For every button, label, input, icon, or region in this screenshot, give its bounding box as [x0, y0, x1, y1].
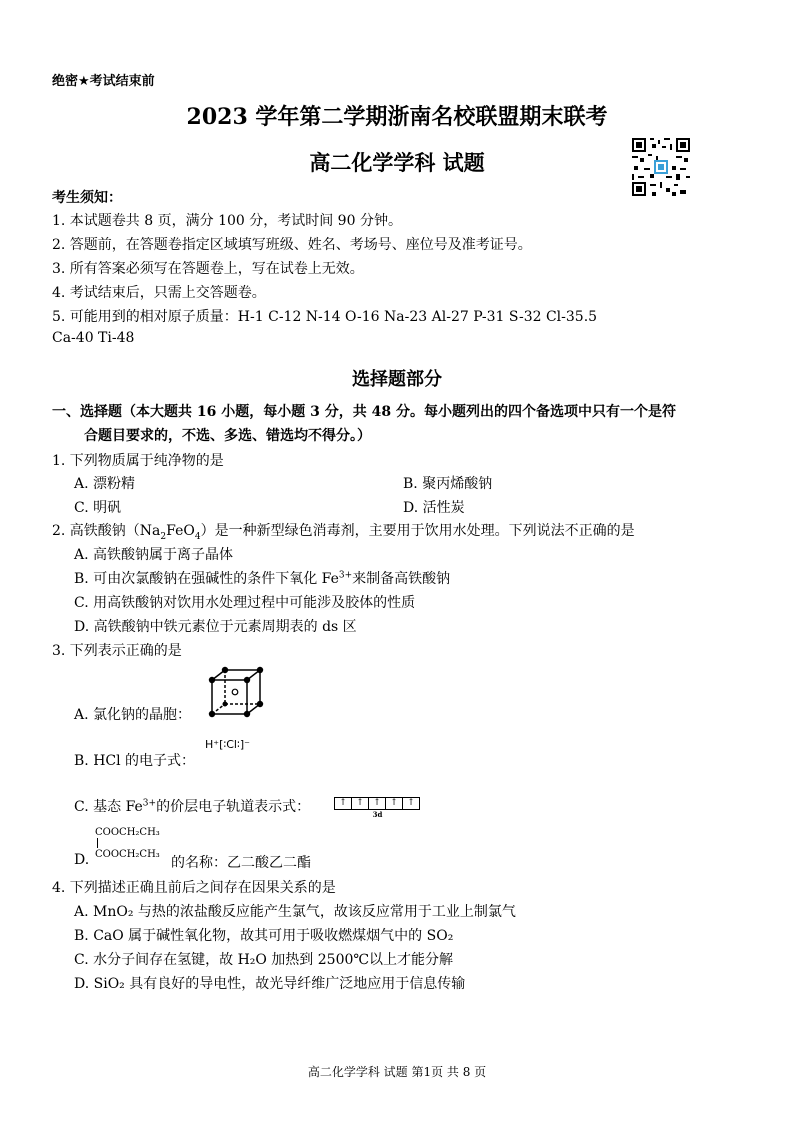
- q4-option-b: B. CaO 属于碱性氧化物，故其可用于吸收燃煤烟气中的 SO₂: [74, 928, 454, 944]
- q1-option-c: C. 明矾: [74, 500, 122, 516]
- section-instruction: 一、选择题（本大题共 16 小题，每小题 3 分，共 48 分。每小题列出的四个备选项中只有一个是符: [52, 404, 676, 420]
- q3-option-d-label: D.: [74, 852, 90, 868]
- section-title: 选择题部分: [352, 369, 442, 390]
- q2-stem-part: ）是一种新型绿色消毒剂，主要用于饮用水处理。下列说法不正确的是: [200, 523, 635, 539]
- q2-option-c: C. 用高铁酸钠对饮用水处理过程中可能涉及胶体的性质: [74, 595, 416, 611]
- q3-option-d: 的名称：乙二酸乙二酯: [171, 855, 311, 871]
- q3-option-b: B. HCl 的电子式：: [74, 753, 196, 769]
- orbital-box: ↑: [351, 797, 369, 810]
- ester-structure-top: COOCH₂CH₃: [95, 827, 160, 838]
- notice-item: 3. 所有答案必须写在答题卷上，写在试卷上无效。: [52, 261, 364, 277]
- question-4-stem: 4. 下列描述正确且前后之间存在因果关系的是: [52, 880, 336, 896]
- section-instruction: 合题目要求的，不选、多选、错选均不得分。）: [84, 428, 371, 444]
- q2-b-part: B. 可由次氯酸钠在强碱性的条件下氧化 Fe: [74, 571, 339, 587]
- exam-subtitle: 高二化学学科 试题: [309, 150, 485, 175]
- q2-stem-part: FeO: [166, 523, 195, 539]
- ester-bond-line: [97, 838, 98, 848]
- notice-item: Ca-40 Ti-48: [52, 330, 135, 346]
- hcl-electron-formula: H⁺[∶Cl∶]⁻: [205, 738, 250, 751]
- nacl-unit-cell-diagram: [207, 666, 265, 718]
- q3-option-a: A. 氯化钠的晶胞：: [74, 707, 192, 723]
- orbital-box: ↑: [402, 797, 420, 810]
- orbital-box: ↑: [368, 797, 386, 810]
- q4-option-c: C. 水分子间存在氢键，故 H₂O 加热到 2500℃以上才能分解: [74, 952, 454, 968]
- q2-option-d: D. 高铁酸钠中铁元素位于元素周期表的 ds 区: [74, 619, 357, 635]
- fe3-orbital-diagram: [335, 790, 420, 819]
- notice-heading: 考生须知：: [52, 190, 122, 206]
- q2-option-a: A. 高铁酸钠属于离子晶体: [74, 547, 234, 563]
- confidential-label: 绝密★考试结束前: [52, 74, 155, 89]
- q4-option-d: D. SiO₂ 具有良好的导电性，故光导纤维广泛地应用于信息传输: [74, 976, 466, 992]
- q2-option-b: B. 可由次氯酸钠在强碱性的条件下氧化 $Fe^{3+}$来制备高铁酸钠: [74, 570, 451, 587]
- q1-option-a: A. 漂粉精: [74, 476, 136, 492]
- question-2-stem: 2. 高铁酸钠$(Na_2FeO_4)$是一种新型绿色消毒剂，主要用于饮用水处理。下列说法不正确的是: [52, 523, 635, 542]
- page-footer: 高二化学学科 试题 第1页 共 8 页: [307, 1065, 487, 1079]
- q3-c-part: 的价层电子轨道表示式：: [156, 799, 311, 815]
- exam-title: 2023 学年第二学期浙南名校联盟期末联考: [186, 104, 608, 130]
- q4-option-a: A. MnO₂ 与热的浓盐酸反应能产生氯气，故该反应常用于工业上制氯气: [74, 904, 516, 920]
- q3-c-part: C. 基态 Fe: [74, 799, 143, 815]
- orbital-box: ↑: [385, 797, 403, 810]
- notice-item: 5. 可能用到的相对原子质量：H-1 C-12 N-14 O-16 Na-23 Al-27 P-31 S-32 Cl-35.5: [52, 309, 598, 325]
- q2-stem-part: 2. 高铁酸钠（Na: [52, 523, 161, 539]
- ester-structure-bottom: COOCH₂CH₃: [95, 849, 160, 860]
- q1-option-d: D. 活性炭: [403, 500, 465, 516]
- q3-option-c: C. 基态 $Fe^{3+}$的价层电子轨道表示式：: [74, 798, 311, 815]
- notice-item: 1. 本试题卷共 8 页，满分 100 分，考试时间 90 分钟。: [52, 213, 402, 229]
- question-1-stem: 1. 下列物质属于纯净物的是: [52, 453, 224, 469]
- qr-code-icon: [632, 138, 690, 196]
- orbital-box: ↑: [334, 797, 352, 810]
- orbital-label: 3d: [372, 810, 383, 819]
- q2-b-part: 来制备高铁酸钠: [352, 571, 451, 587]
- notice-item: 4. 考试结束后，只需上交答题卷。: [52, 285, 266, 301]
- notice-item: 2. 答题前，在答题卷指定区域填写班级、姓名、考场号、座位号及准考证号。: [52, 237, 532, 253]
- question-3-stem: 3. 下列表示正确的是: [52, 643, 182, 659]
- q1-option-b: B. 聚丙烯酸钠: [403, 476, 493, 492]
